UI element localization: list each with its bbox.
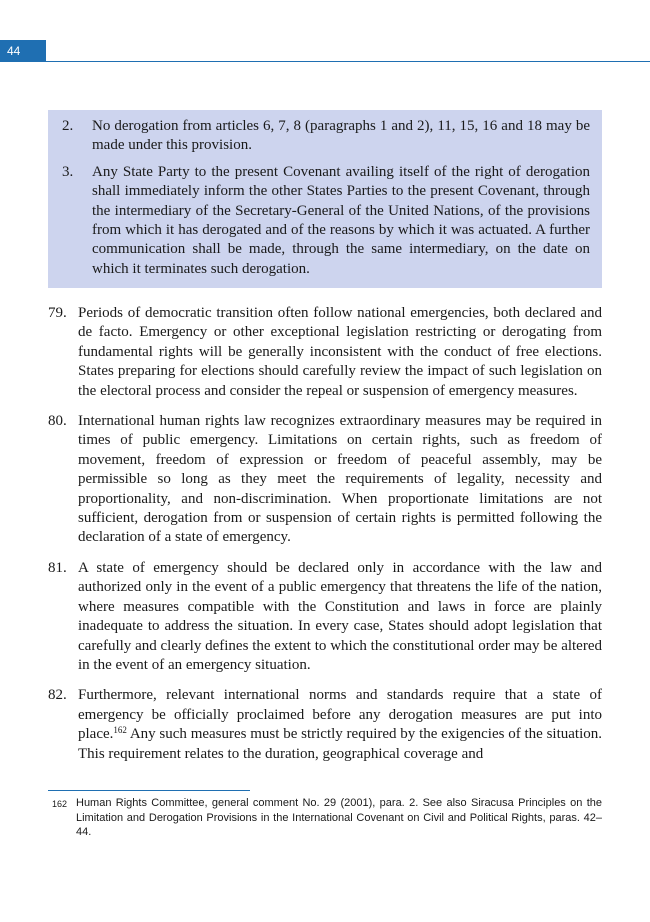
- page-number: 44: [0, 40, 46, 62]
- quote-item-text: No derogation from articles 6, 7, 8 (paragraphs 1 and 2), 11, 15, 16 and 18 may be made under this provision.: [92, 118, 590, 154]
- paragraph-text: Periods of democratic transition often follow national emergencies, both declared and de facto. Emergency or other exceptional legislation restricting or derogating from fundamental rights will be generally inconsistent with the conduct of free elections. States preparing for elections should carefully review the impact of such legislation on the electoral process and consider the repeal or suspension of emergency measures.: [78, 305, 602, 399]
- quote-item-number: 3.: [62, 163, 74, 180]
- footnote-rule: [48, 790, 250, 791]
- paragraph-number: 81.: [48, 559, 67, 576]
- paragraph-text: International human rights law recognizes extraordinary measures may be required in times of public emergency. Limitations on certain rights, such as freedom of movement, freedom of expression or freedom of peaceful assembly, may be permissible so long as they meet the requirements of legality, necessity and proportionality, and non-discrimination. When proportionate limitations are not sufficient, derogation from or suspension of certain rights is permitted following the declaration of a state of emergency.: [78, 413, 602, 546]
- paragraph-number: 79.: [48, 305, 67, 321]
- paragraph-text-after-note: Any such measures must be strictly required by the exigencies of the situation. This requirement relates to the duration, geographical coverage and: [78, 726, 602, 762]
- paragraph-79: [48, 304, 602, 401]
- quote-item-text: Any State Party to the present Covenant availing itself of the right of derogation shall immediately inform the other States Parties to the present Covenant, through the intermediary of the Secretary-General of the United Nations, of the provisions from which it has derogated and of the reasons by which it was actuated. A further communication shall be made, through the same intermediary, on the date on which it terminates such derogation.: [92, 163, 590, 277]
- quote-item-number: 2.: [62, 118, 74, 134]
- paragraph-80: [48, 412, 602, 548]
- paragraph-text: A state of emergency should be declared only in accordance with the law and authorized only in the event of a public emergency that threatens the life of the nation, where measures compatible with the Constitution and laws in force are plainly inadequate to address the situation. In every case, States should adopt legislation that carefully and clearly defines the extent to which the constitutional order may be altered in the event of an emergency situation.: [78, 559, 602, 673]
- footnote-reference[interactable]: 162: [113, 725, 127, 736]
- footnote-text: Human Rights Committee, general comment No. 29 (2001), para. 2. See also Siracusa Principles on the Limitation and Derogation Provisions in the International Covenant on Civil and Political Rights, paras. 42–44.: [76, 797, 602, 838]
- paragraph-text-before-note: Furthermore, relevant international norms and standards require that a state of emergency be officially proclaimed before any derogation measures are put into place.: [78, 687, 602, 743]
- body-paragraphs: [48, 304, 602, 764]
- paragraph-text: [78, 686, 602, 764]
- paragraph-82: [48, 686, 602, 764]
- footnote-number: 162: [52, 799, 68, 809]
- quoted-provision-box: [48, 110, 602, 288]
- quote-item: [62, 117, 590, 156]
- header-rule: [46, 61, 650, 62]
- quote-item: [62, 163, 590, 279]
- paragraph-number: 80.: [48, 413, 67, 430]
- paragraph-81: [48, 559, 602, 675]
- paragraph-number: 82.: [48, 687, 67, 704]
- footnote-162: [52, 796, 602, 840]
